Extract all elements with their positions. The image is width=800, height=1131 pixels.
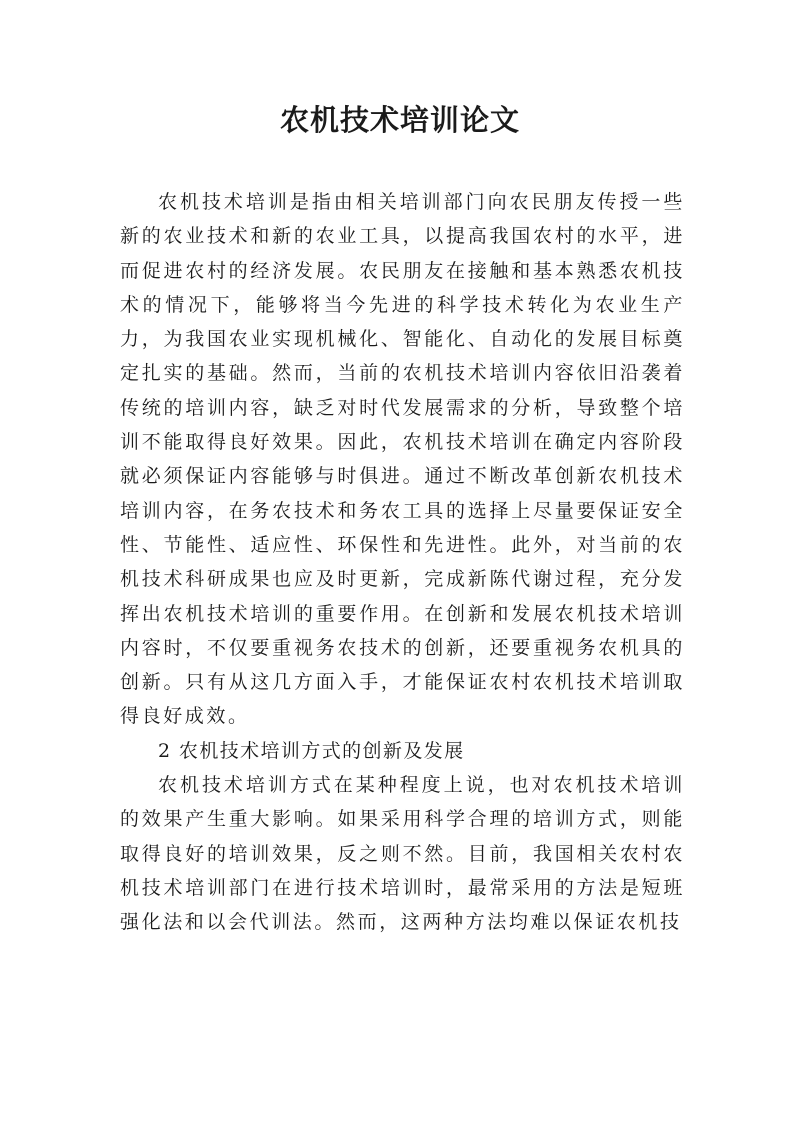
document-title: 农机技术培训论文	[279, 103, 520, 137]
section-heading: 2 农机技术培训方式的创新及发展	[158, 739, 465, 762]
document-body	[120, 185, 685, 940]
paragraph-2: 农机技术培训方式在某种程度上说，也对农机技术培训的效果产生重大影响。如果采用科学合理的培训方式，则能取得良好的培训效果，反之则不然。目前，我国相关农村农机技术培训部门在进行技术培训时，最常采用的方法是短班强化法和以会代训法。然而，这两种方法均难以保证农机技	[120, 774, 685, 934]
paragraph-1: 农机技术培训是指由相关培训部门向农民朋友传授一些新的农业技术和新的农业工具，以提高我国农村的水平，进而促进农村的经济发展。农民朋友在接触和基本熟悉农机技术的情况下，能够将当今先进的科学技术转化为农业生产力，为我国农业实现机械化、智能化、自动化的发展目标奠定扎实的基础。然而，当前的农机技术培训内容依旧沿袭着传统的培训内容，缺乏对时代发展需求的分析，导致整个培训不能取得良好效果。因此，农机技术培训在确定内容阶段就必须保证内容能够与时俱进。通过不断改革创新农机技术培训内容，在务农技术和务农工具的选择上尽量要保证安全性、节能性、适应性、环保性和先进性。此外，对当前的农机技术科研成果也应及时更新，完成新陈代谢过程，充分发挥出农机技术培训的重要作用。在创新和发展农机技术培训内容时，不仅要重视务农技术的创新，还要重视务农机具的创新。只有从这几方面入手，才能保证农村农机技术培训取得良好成效。	[120, 191, 685, 728]
